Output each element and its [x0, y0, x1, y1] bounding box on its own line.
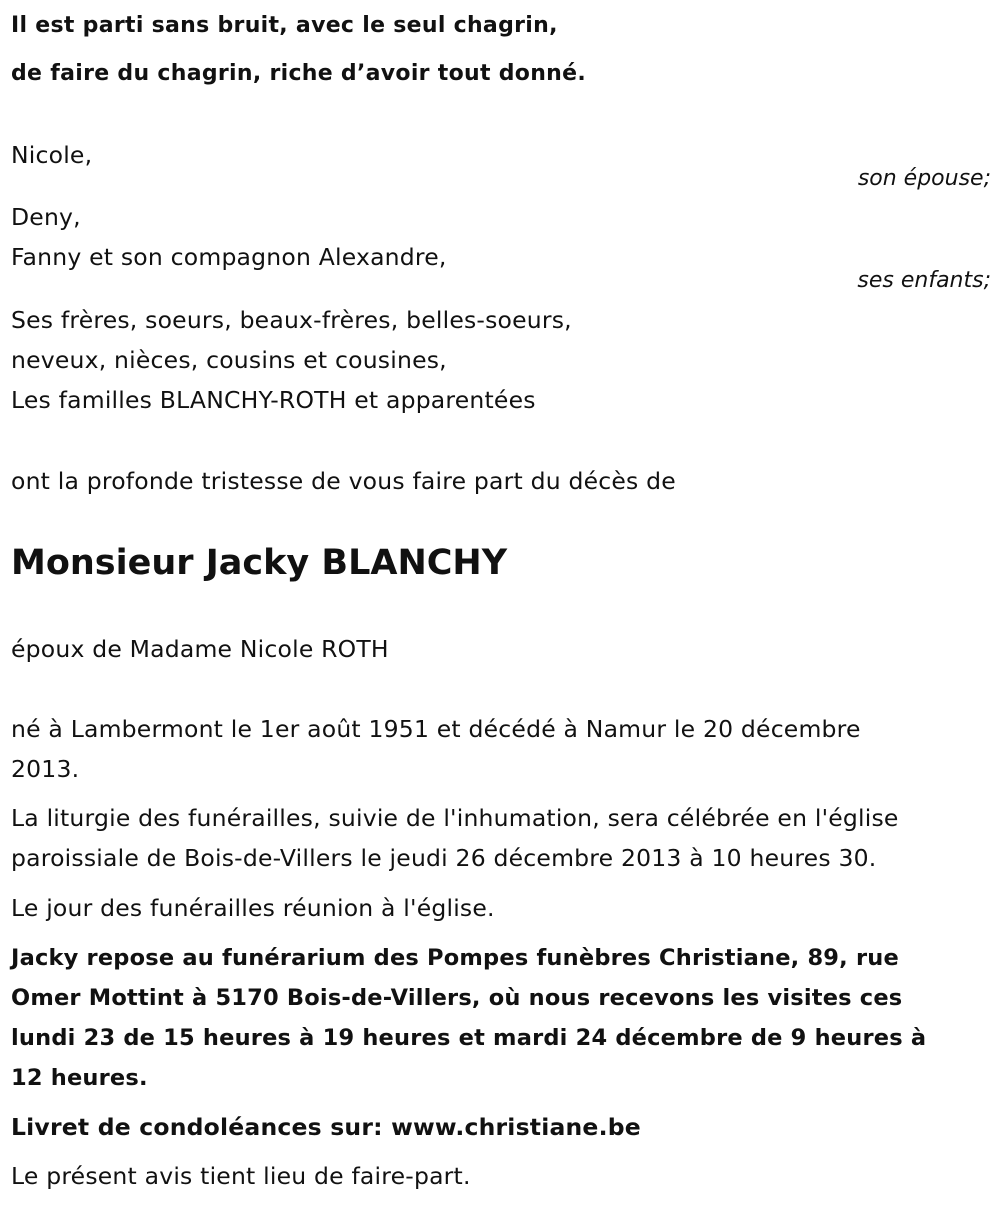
- liturgy-line-2: paroissiale de Bois-de-Villers le jeudi 26 décembre 2013 à 10 heures 30.: [11, 844, 877, 872]
- visitation-line-4: 12 heures.: [11, 1065, 148, 1091]
- announcement: ont la profonde tristesse de vous faire part du décès de: [11, 467, 676, 495]
- relatives-line-3: Les familles BLANCHY-ROTH et apparentées: [11, 386, 536, 414]
- birth-death-line-2: 2013.: [11, 755, 80, 783]
- visitation-line-1: Jacky repose au funérarium des Pompes funèbres Christiane, 89, rue: [11, 945, 899, 971]
- liturgy-line-1: La liturgie des funérailles, suivie de l'inhumation, sera célébrée en l'église: [11, 804, 899, 832]
- quote-line-2: de faire du chagrin, riche d’avoir tout donné.: [11, 61, 587, 86]
- child-2: Fanny et son compagnon Alexandre,: [11, 243, 447, 271]
- child-1: Deny,: [11, 203, 81, 231]
- condolences: Livret de condoléances sur: www.christiane.be: [11, 1113, 641, 1141]
- relatives-line-2: neveux, nièces, cousins et cousines,: [11, 346, 447, 374]
- reunion: Le jour des funérailles réunion à l'église.: [11, 894, 495, 922]
- visitation-line-3: lundi 23 de 15 heures à 19 heures et mardi 24 décembre de 9 heures à: [11, 1025, 927, 1051]
- spouse-name: Nicole,: [11, 141, 93, 169]
- children-role: ses enfants;: [857, 268, 991, 293]
- quote-line-1: Il est parti sans bruit, avec le seul chagrin,: [11, 13, 558, 38]
- birth-death-line-1: né à Lambermont le 1er août 1951 et décédé à Namur le 20 décembre: [11, 715, 861, 743]
- relatives-line-1: Ses frères, soeurs, beaux-frères, belles-soeurs,: [11, 306, 572, 334]
- spouse-role: son épouse;: [857, 166, 991, 191]
- deceased-name: Monsieur Jacky BLANCHY: [11, 543, 508, 583]
- notice: Le présent avis tient lieu de faire-part.: [11, 1162, 471, 1190]
- spouse-of: époux de Madame Nicole ROTH: [11, 635, 389, 663]
- visitation-line-2: Omer Mottint à 5170 Bois-de-Villers, où nous recevons les visites ces: [11, 985, 903, 1011]
